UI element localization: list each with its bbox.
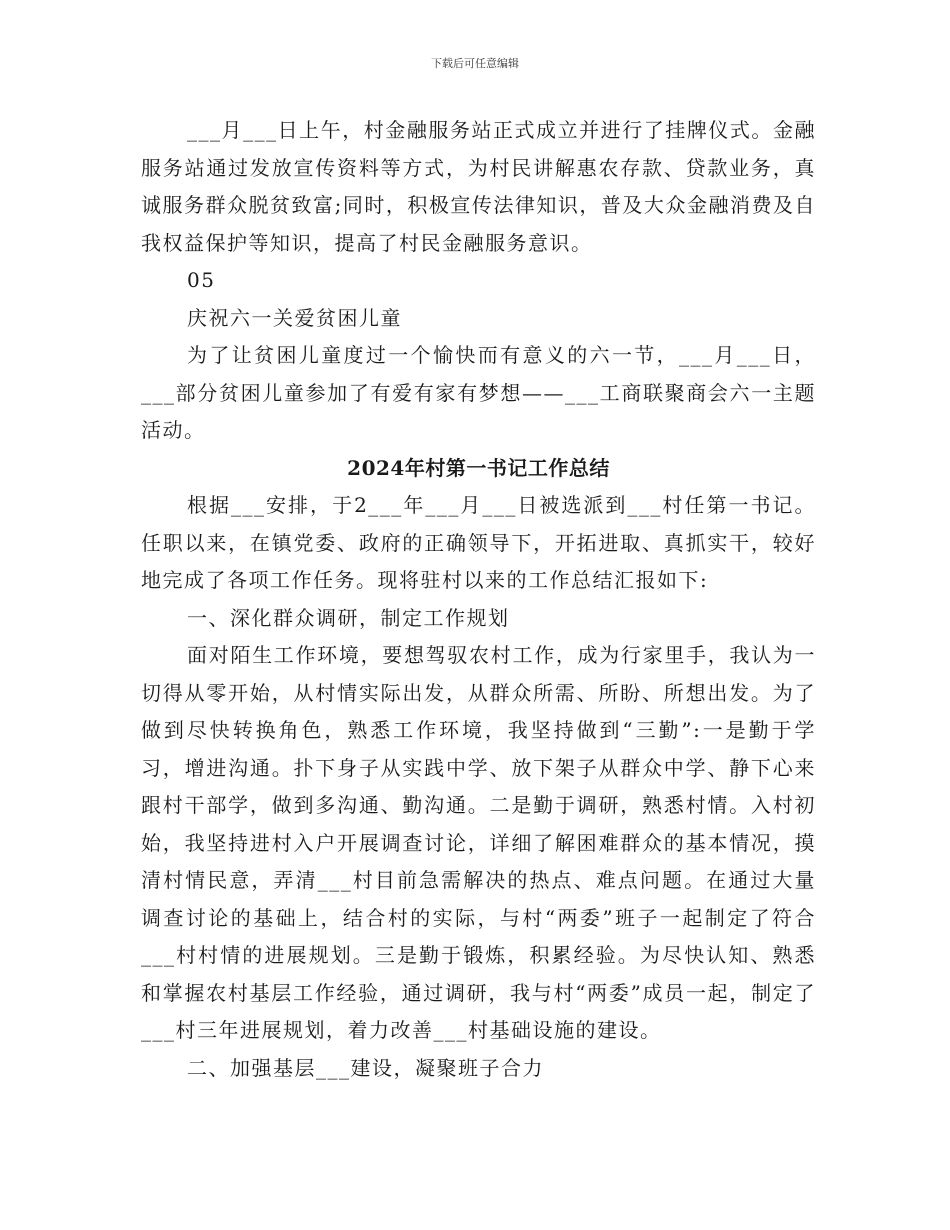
section-heading-2: 二、加强基层___建设，凝聚班子合力 xyxy=(187,1055,544,1080)
section-number: 05 xyxy=(187,268,216,292)
paragraph-intro: 根据___安排，于2___年___月___日被选派到___村任第一书记。任职以来，在镇党委、政府的正确领导下，开拓进取、真抓实干，较好地完成了各项工作任务。现将驻村以来的工作总结汇报如下: xyxy=(141,493,816,592)
paragraph-research: 面对陌生工作环境，要想驾驭农村工作，成为行家里手，我认为一切得从零开始，从村情实际出发，从群众所需、所盼、所想出发。为了做到尽快转换角色，熟悉工作环境，我坚持做到“三勤”:一是勤于学习，增进沟通。扑下身子从实践中学、放下架子从群众中学、静下心来跟村干部学，做到多沟通、勤沟通。二是勤于调研，熟悉村情。入村初始，我坚持进村入户开展调查讨论，详细了解困难群众的基本情况，摸清村情民意，弄清___村目前急需解决的热点、难点问题。在通过大量调查讨论的基础上，结合村的实际，与村“两委”班子一起制定了符合___村村情的进展规划。三是勤于锻炼，积累经验。为尽快认知、熟悉和掌握农村基层工作经验，通过调研，我与村“两委”成员一起，制定了___村三年进展规划，着力改善___村基础设施的建设。 xyxy=(141,643,816,1042)
document-body xyxy=(141,112,816,1087)
paragraph-finance-station: ___月___日上午，村金融服务站正式成立并进行了挂牌仪式。金融服务站通过发放宣传资料等方式，为村民讲解惠农存款、贷款业务，真诚服务群众脱贫致富;同时，积极宣传法律知识，普及大众金融消费及自我权益保护等知识，提高了村民金融服务意识。 xyxy=(141,118,816,255)
paragraph-childrens-day: 为了让贫困儿童度过一个愉快而有意义的六一节，___月___日，___部分贫困儿童参加了有爱有家有梦想——___工商联聚商会六一主题活动。 xyxy=(141,343,816,442)
article-title: 2024年村第一书记工作总结 xyxy=(347,455,610,480)
section-heading-1: 一、深化群众调研，制定工作规划 xyxy=(187,605,510,630)
section-heading-childrens-day: 庆祝六一关爱贫困儿童 xyxy=(187,305,402,330)
page-header: 下载后可任意编辑 xyxy=(431,57,519,70)
